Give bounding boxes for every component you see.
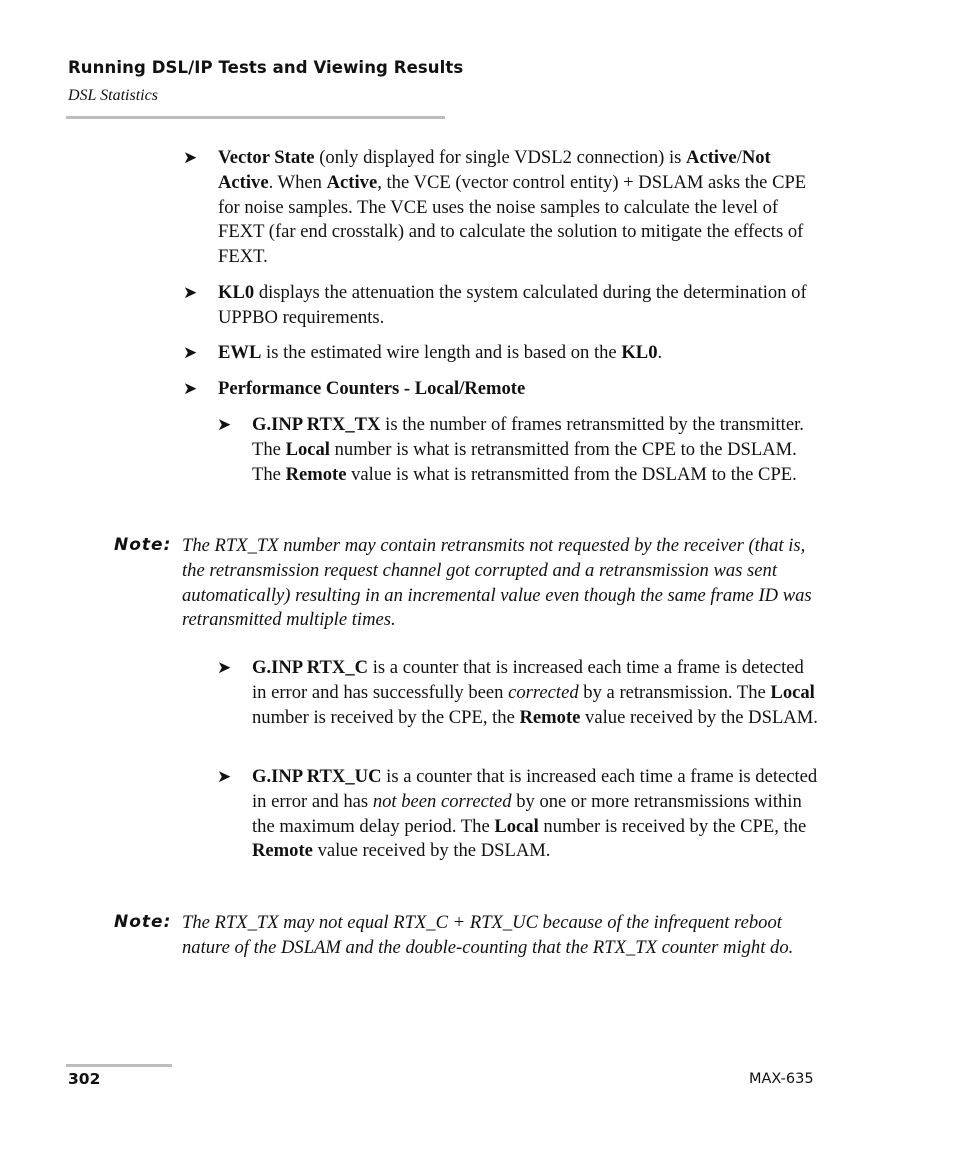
note-text: The RTX_TX number may contain retransmits not requested by the receiver (that is, the retransmission request channel got corrupted and a retransmission was sent automatically) resulting in an incremental value even though the same frame ID was retransmitted multiple times. <box>182 535 812 631</box>
arrow-bullet-icon: ➤ <box>183 283 198 303</box>
term: Performance Counters - Local/Remote <box>218 378 526 399</box>
arrow-bullet-icon: ➤ <box>217 658 232 678</box>
arrow-bullet-icon: ➤ <box>217 415 232 435</box>
arrow-bullet-icon: ➤ <box>183 343 198 363</box>
term: KL0 <box>218 282 255 303</box>
bullet-kl0: ➤ KL0 displays the attenuation the system calculated during the determination of UPPBO requirements. <box>183 282 807 328</box>
bullet-ewl: ➤ EWL is the estimated wire length and is based on the KL0. <box>218 341 818 366</box>
subbullet-rtx-tx: ➤ G.INP RTX_TX is the number of frames retransmitted by the transmitter. The Local number is what is retransmitted from the CPE to the DSLAM. The Remote value is what is retransmitted from the DSLAM to the CPE. <box>217 414 804 485</box>
chapter-title: Running DSL/IP Tests and Viewing Results <box>68 58 464 77</box>
subbullet-rtx-uc: ➤ G.INP RTX_UC is a counter that is increased each time a frame is detected in error and has not been corrected by one or more retransmissions within the maximum delay period. The Local number is received by the CPE, the Remote value received by the DSLAM. <box>217 766 818 862</box>
note-label: Note: <box>114 535 172 555</box>
document-id: MAX-635 <box>749 1071 814 1087</box>
term: Vector State <box>218 147 315 168</box>
bullet-vector-state: ➤ Vector State (only displayed for single VDSL2 connection) is Active/Not Active. When Active, the VCE (vector control entity) + DSLAM asks the CPE for noise samples. The VCE uses the noise samples to calculate the level of FEXT (far end crosstalk) and to calculate the solution to mitigate the effects of FEXT. <box>183 147 807 268</box>
arrow-bullet-icon: ➤ <box>183 379 198 399</box>
section-subtitle: DSL Statistics <box>68 87 158 104</box>
term: G.INP RTX_UC <box>252 766 382 787</box>
bullet-performance-counters <box>183 377 818 402</box>
arrow-bullet-icon: ➤ <box>217 767 232 787</box>
note-text: The RTX_TX may not equal RTX_C + RTX_UC because of the infrequent reboot nature of the DSLAM and the double-counting that the RTX_TX counter might do. <box>182 912 794 958</box>
page-number: 302 <box>68 1070 101 1088</box>
subbullet-rtx-c: ➤ G.INP RTX_C is a counter that is increased each time a frame is detected in error and has successfully been corrected by a retransmission. The Local number is received by the CPE, the Remote value received by the DSLAM. <box>217 657 818 728</box>
header-rule <box>66 116 445 119</box>
footer-rule <box>66 1064 172 1067</box>
note-label: Note: <box>114 912 172 932</box>
arrow-bullet-icon: ➤ <box>183 148 198 168</box>
term: EWL <box>218 342 262 363</box>
term: G.INP RTX_C <box>252 657 369 678</box>
term: G.INP RTX_TX <box>252 414 381 435</box>
